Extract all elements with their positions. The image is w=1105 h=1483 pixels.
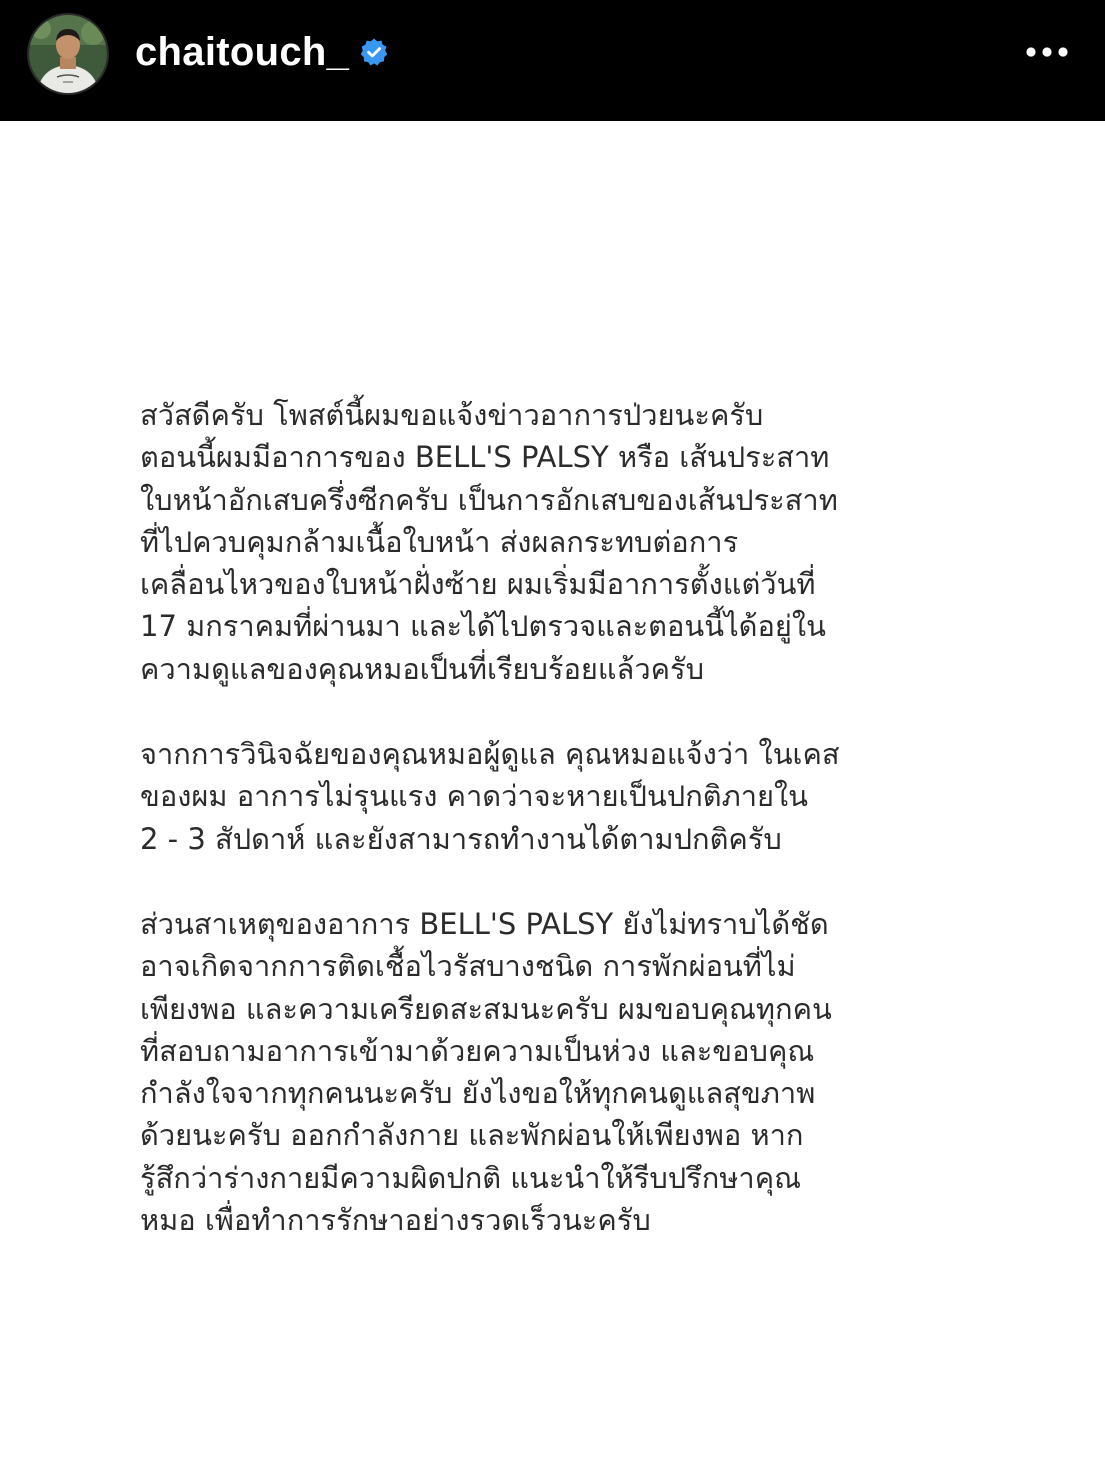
text-line: ที่ไปควบคุมกล้ามเนื้อใบหน้า ส่งผลกระทบต่อการ	[140, 524, 739, 559]
text-line: รู้สึกว่าร่างกายมีความผิดปกติ แนะนำให้รีบปรึกษาคุณ	[140, 1160, 802, 1195]
post-header	[0, 0, 1105, 121]
text-line: ส่วนสาเหตุของอาการ BELL'S PALSY ยังไม่ทราบได้ชัด	[140, 906, 829, 941]
more-options-button[interactable]	[1025, 36, 1069, 68]
text-line: อาจเกิดจากการติดเชื้อไวรัสบางชนิด การพักผ่อนที่ไม่	[140, 949, 796, 984]
text-line: หมอ เพื่อทำการรักษาอย่างรวดเร็วนะครับ	[140, 1203, 651, 1238]
text-line: ด้วยนะครับ ออกกำลังกาย และพักผ่อนให้เพียงพอ หาก	[140, 1118, 804, 1153]
text-line: ของผม อาการไม่รุนแรง คาดว่าจะหายเป็นปกติภายใน	[140, 779, 808, 814]
text-line: เคลื่อนไหวของใบหน้าฝั่งซ้าย ผมเริ่มมีอาการตั้งแต่วันที่	[140, 567, 816, 602]
text-line: ที่สอบถามอาการเข้ามาด้วยความเป็นห่วง และขอบคุณ	[140, 1033, 815, 1068]
post-paragraph	[140, 903, 1000, 1241]
username[interactable]: chaitouch_	[135, 29, 350, 74]
username-row	[135, 26, 389, 78]
post-paragraph	[140, 733, 1000, 860]
text-line: สวัสดีครับ โพสต์นี้ผมขอแจ้งข่าวอาการป่วยนะครับ	[140, 398, 764, 432]
post-body	[140, 394, 1000, 1284]
text-line: ความดูแลของคุณหมอเป็นที่เรียบร้อยแล้วครับ	[140, 651, 704, 686]
post-paragraph	[140, 394, 1000, 690]
text-line: 2 - 3 สัปดาห์ และยังสามารถทำงานได้ตามปกติครับ	[140, 821, 782, 856]
avatar-photo	[29, 15, 107, 93]
text-line: ตอนนี้ผมมีอาการของ BELL'S PALSY หรือ เส้นประสาท	[140, 440, 830, 475]
text-line: เพียงพอ และความเครียดสะสมนะครับ ผมขอบคุณทุกคน	[140, 991, 832, 1026]
text-line: กำลังใจจากทุกคนนะครับ ยังไงขอให้ทุกคนดูแลสุขภาพ	[140, 1076, 816, 1111]
more-horizontal-icon	[1025, 46, 1069, 58]
text-line: จากการวินิจฉัยของคุณหมอผู้ดูแล คุณหมอแจ้งว่า ในเคส	[140, 737, 840, 772]
verified-badge-icon	[359, 37, 389, 67]
text-line: 17 มกราคมที่ผ่านมา และได้ไปตรวจและตอนนี้ได้อยู่ใน	[140, 609, 826, 644]
profile-avatar[interactable]	[27, 13, 109, 95]
text-line: ใบหน้าอักเสบครึ่งซีกครับ เป็นการอักเสบของเส้นประสาท	[140, 482, 838, 517]
